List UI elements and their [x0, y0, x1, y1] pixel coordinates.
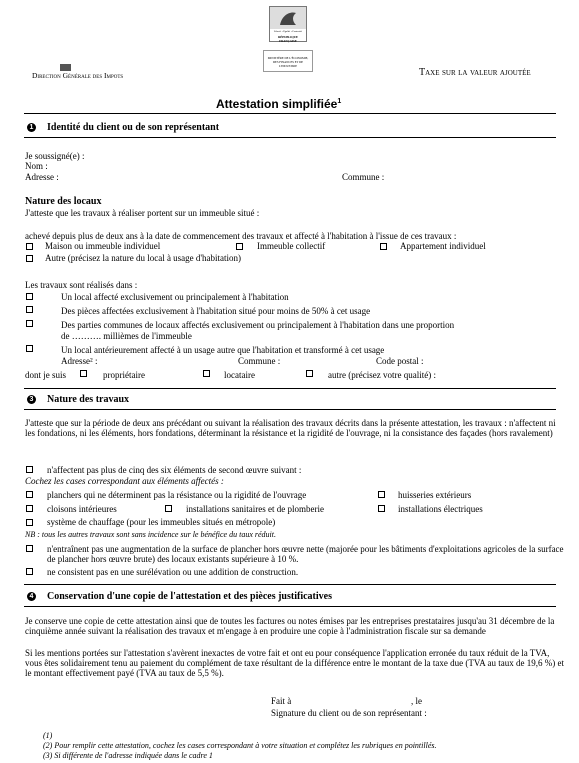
checkbox-chauffage[interactable] — [26, 519, 33, 526]
section-4-title: Conservation d'une copie de l'attestation et des pièces justificatives — [47, 591, 332, 602]
section-3-number: 3 — [27, 395, 36, 404]
republique-logo — [269, 6, 307, 42]
marianne-icon — [270, 7, 306, 29]
le-label: , le — [411, 696, 422, 706]
adresse2-label: Adresse² : — [61, 356, 98, 366]
section-4-top-divider — [24, 584, 556, 585]
section-4-number: 4 — [27, 592, 36, 601]
autre-local-label: Autre (précisez la nature du local à usage d'habitation) — [45, 253, 242, 263]
adresse-label: Adresse : — [25, 172, 59, 182]
checkbox-huisseries[interactable] — [378, 491, 385, 498]
checkbox-appartement[interactable] — [380, 243, 387, 250]
ministry-logo — [263, 50, 313, 72]
planchers-label: planchers qui ne déterminent pas la résistance ou la rigidité de l'ouvrage — [47, 490, 307, 500]
checkbox-autre-qualite[interactable] — [306, 370, 313, 377]
travaux-intro: J'atteste que sur la période de deux ans précédant ou suivant la réalisation des travaux décrits dans la présente attestation, les travaux : n'affectent ni les fondations, ni les éléments, hors fondations, déterminant la résistance et la rigidité de l'ouvrage, ni la consistance des façades (hors ravalement) — [25, 418, 556, 438]
title-footnote-ref: 1 — [337, 98, 342, 105]
checkbox-parties-communes[interactable] — [26, 320, 33, 327]
checkbox-surelevation[interactable] — [26, 568, 33, 575]
checkbox-locataire[interactable] — [203, 370, 210, 377]
cloisons-label: cloisons intérieures — [47, 504, 117, 514]
checkbox-sanitaires[interactable] — [165, 505, 172, 512]
page-title-text: Attestation simplifiée — [216, 97, 338, 111]
checkbox-collectif[interactable] — [236, 243, 243, 250]
nb-note: NB : tous les autres travaux sont sans incidence sur le bénéfice du taux réduit. — [25, 530, 276, 539]
local-transforme-label: Un local antérieurement affecté à un usage autre que l'habitation et transformé à cet usage — [61, 345, 385, 355]
commune2-label: Commune : — [238, 356, 281, 366]
maison-label: Maison ou immeuble individuel — [45, 241, 161, 251]
proprietaire-label: propriétaire — [103, 370, 145, 380]
checkbox-pieces[interactable] — [26, 306, 33, 313]
checkbox-proprietaire[interactable] — [80, 370, 87, 377]
dont-je-suis-label: dont je suis — [25, 370, 67, 380]
conservation-text: Je conserve une copie de cette attestation ainsi que de toutes les factures ou notes émises par les entreprises prestataires jusqu'au 31 décembre de la cinquième année suivant la réalisation des travaux et m'engage à en produire une copie à l'administration fiscale sur sa demande — [25, 616, 555, 636]
section-1-number: 1 — [27, 123, 36, 132]
acheve-text: achevé depuis plus de deux ans à la date de commencement des travaux et affecté à l'habitation à l'issue de ces travaux : — [25, 231, 457, 241]
checkbox-surface[interactable] — [26, 545, 33, 552]
milliemes-label: de ………. millièmes de l'immeuble — [61, 331, 192, 341]
ministry-name: MINISTÈRE DE L'ÉCONOMIE, DES FINANCES ET DE L'INDUSTRIE — [267, 56, 309, 68]
code-postal-label: Code postal : — [376, 356, 424, 366]
fait-a-label: Fait à — [271, 696, 292, 706]
collectif-label: Immeuble collectif — [257, 241, 326, 251]
checkbox-cloisons[interactable] — [26, 505, 33, 512]
logo-motto: Liberté • Égalité • Fraternité — [273, 30, 303, 33]
section-3-top-divider — [24, 388, 556, 389]
appartement-label: Appartement individuel — [400, 241, 486, 251]
section-3-title: Nature des travaux — [47, 394, 130, 405]
surface-label: n'entraînent pas une augmentation de la surface de plancher hors œuvre nette (majorée pour les bâtiments d'exploitations agricoles de la surface de plancher hors œuvre brute) des locaux existants supérieure à 10 %. — [47, 544, 564, 564]
checkbox-second-oeuvre[interactable] — [26, 466, 33, 473]
parties-communes-label: Des parties communes de locaux affectés exclusivement ou principalement à l'habitation dans une proportion — [61, 320, 455, 330]
mentions-text: Si les mentions portées sur l'attestation s'avèrent inexactes de votre fait et ont eu pour conséquence l'application erronée du taux réduit de la TVA, vous êtes solidairement tenu au paiement du complément de taxe résultant de la différence entre le montant de la taxe due (TVA au taux de 19,6 %) et le montant effectivement payé (TVA au taux de 5,5 %). — [25, 648, 564, 678]
section-4-divider — [24, 606, 556, 607]
local-habitation-label: Un local affecté exclusivement ou principalement à l'habitation — [61, 292, 289, 302]
checkbox-planchers[interactable] — [26, 491, 33, 498]
atteste-text: J'atteste que les travaux à réaliser portent sur un immeuble situé : — [25, 208, 260, 218]
second-oeuvre-label: n'affectent pas plus de cinq des six éléments de second œuvre suivant : — [47, 465, 302, 475]
electriques-label: installations électriques — [398, 504, 483, 514]
header-dgi: Direction Générale des Impots — [32, 71, 124, 80]
autre-qualite-label: autre (précisez votre qualité) : — [328, 370, 436, 380]
nature-heading: Nature des locaux — [25, 196, 102, 207]
huisseries-label: huisseries extérieurs — [398, 490, 472, 500]
checkbox-local-habitation[interactable] — [26, 293, 33, 300]
sanitaires-label: installations sanitaires et de plomberie — [186, 504, 324, 514]
chauffage-label: système de chauffage (pour les immeubles situés en métropole) — [47, 517, 276, 527]
page-title — [216, 95, 341, 111]
coches-instruction: Cochez les cases correspondant aux éléments affectés : — [25, 476, 224, 486]
checkbox-local-transforme[interactable] — [26, 345, 33, 352]
section-3-divider — [24, 409, 556, 410]
soussigne-label: Je soussigné(e) : — [25, 151, 85, 161]
nom-label: Nom : — [25, 161, 48, 171]
footnote-3: (3) Si différente de l'adresse indiquée dans le cadre 1 — [43, 751, 213, 760]
header-tva: Taxe sur la valeur ajoutée — [419, 67, 531, 78]
checkbox-autre-local[interactable] — [26, 255, 33, 262]
checkbox-electriques[interactable] — [378, 505, 385, 512]
surelevation-label: ne consistent pas en une surélévation ou une addition de construction. — [47, 567, 299, 577]
title-divider — [24, 113, 556, 114]
section-1-divider — [24, 137, 556, 138]
dgi-icon — [60, 64, 71, 71]
locataire-label: locataire — [224, 370, 255, 380]
section-1-title: Identité du client ou de son représentant — [47, 122, 220, 133]
pieces-label: Des pièces affectées exclusivement à l'habitation situé pour moins de 50% à cet usage — [61, 306, 371, 316]
realises-text: Les travaux sont réalisés dans : — [25, 280, 138, 290]
footnote-2: (2) Pour remplir cette attestation, cochez les cases correspondant à votre situation et complétez les rubriques en pointillés. — [43, 741, 437, 750]
commune-label: Commune : — [342, 172, 385, 182]
signature-label: Signature du client ou de son représentant : — [271, 708, 427, 718]
footnote-1: (1) — [43, 731, 53, 740]
logo-republique: RÉPUBLIQUE FRANÇAISE — [278, 35, 298, 43]
checkbox-maison[interactable] — [26, 243, 33, 250]
